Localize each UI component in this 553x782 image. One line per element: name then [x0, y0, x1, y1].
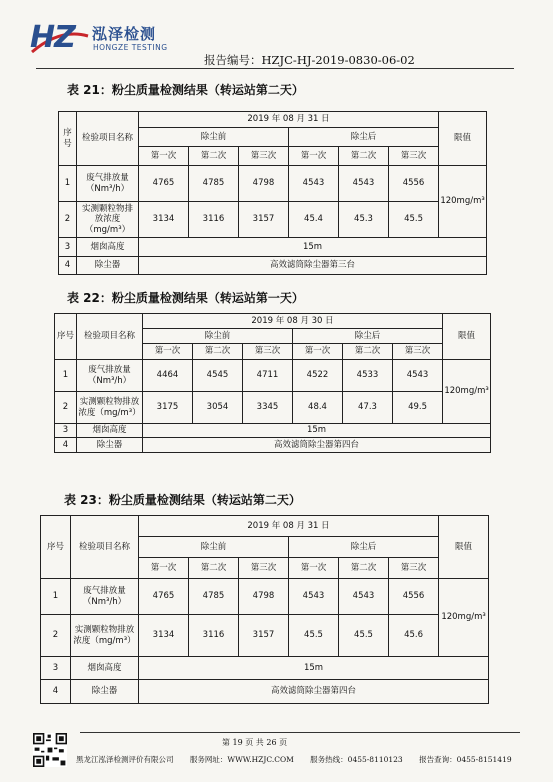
dust-collector: 高效滤筒除尘器第四台	[143, 438, 491, 453]
cell-value: 4765	[139, 579, 189, 615]
time-label: 第二次	[339, 558, 389, 579]
cell-value: 49.5	[393, 392, 443, 424]
dust-table-22	[54, 313, 491, 453]
time-label: 第二次	[343, 344, 393, 360]
header-limit: 限值	[439, 112, 487, 166]
row-no: 4	[55, 438, 77, 453]
cell-value: 4785	[189, 166, 239, 202]
cell-value: 3116	[189, 202, 239, 238]
footer-contact	[76, 754, 526, 765]
cell-value: 45.5	[289, 615, 339, 657]
cell-value: 3134	[139, 615, 189, 657]
time-label: 第一次	[293, 344, 343, 360]
limit-value: 120mg/m³	[443, 360, 491, 424]
header-before: 除尘前	[143, 329, 293, 344]
header-seq: 序号	[59, 112, 77, 166]
hotline: 服务热线：0455-8110123	[310, 755, 403, 764]
row-no: 2	[41, 615, 71, 657]
cell-value: 48.4	[293, 392, 343, 424]
time-label: 第一次	[143, 344, 193, 360]
header-date: 2019 年 08 月 31 日	[139, 112, 439, 128]
footer-divider	[80, 732, 520, 733]
website: 服务网址：WWW.HZJC.COM	[189, 755, 294, 764]
row-no: 1	[55, 360, 77, 392]
time-label: 第一次	[289, 147, 339, 166]
row-item: 废气排放量（Nm³/h）	[77, 360, 143, 392]
row-no: 1	[59, 166, 77, 202]
cell-value: 4543	[339, 166, 389, 202]
cell-value: 4785	[189, 579, 239, 615]
table-caption: 表 22：粉尘质量检测结果（转运站第一天）	[67, 291, 304, 305]
row-item: 除尘器	[77, 438, 143, 453]
cell-value: 4545	[193, 360, 243, 392]
cell-value: 3116	[189, 615, 239, 657]
logo-chinese-name: 泓泽检测	[92, 25, 157, 43]
cell-value: 4798	[239, 166, 289, 202]
row-no: 3	[55, 424, 77, 438]
cell-value: 3157	[239, 615, 289, 657]
cell-value: 4798	[239, 579, 289, 615]
row-item: 实测颗粒物排放浓度（mg/m³）	[77, 202, 139, 238]
row-no: 4	[59, 257, 77, 275]
header-item: 检验项目名称	[71, 516, 139, 579]
row-no: 4	[41, 680, 71, 704]
row-no: 3	[41, 657, 71, 680]
cell-value: 45.5	[389, 202, 439, 238]
dust-collector: 高效滤筒除尘器第三台	[139, 257, 487, 275]
row-no: 2	[59, 202, 77, 238]
page-number: 第 19 页 共 26 页	[222, 738, 288, 747]
logo-english-name: HONGZE TESTING	[93, 43, 168, 52]
header-limit: 限值	[439, 516, 489, 579]
cell-value: 3054	[193, 392, 243, 424]
time-label: 第一次	[139, 558, 189, 579]
row-no: 2	[55, 392, 77, 424]
header-divider	[36, 68, 514, 69]
cell-value: 4522	[293, 360, 343, 392]
header-seq: 序号	[41, 516, 71, 579]
report-number: 报告编号：HZJC-HJ-2019-0830-06-02	[204, 53, 415, 67]
time-label: 第一次	[139, 147, 189, 166]
logo-mark: HZ	[30, 20, 75, 55]
row-no: 3	[59, 238, 77, 257]
chimney-height: 15m	[143, 424, 491, 438]
cell-value: 3134	[139, 202, 189, 238]
header-after: 除尘后	[289, 537, 439, 558]
cell-value: 4543	[289, 166, 339, 202]
header-seq: 序号	[55, 314, 77, 360]
company-logo	[30, 22, 180, 56]
time-label: 第三次	[389, 147, 439, 166]
cell-value: 4543	[339, 579, 389, 615]
time-label: 第三次	[243, 344, 293, 360]
dust-table-23	[40, 515, 489, 704]
header-date: 2019 年 08 月 30 日	[143, 314, 443, 329]
cell-value: 4711	[243, 360, 293, 392]
qr-code-icon	[33, 733, 67, 767]
table-caption: 表 21：粉尘质量检测结果（转运站第二天）	[67, 83, 304, 97]
time-label: 第二次	[189, 558, 239, 579]
time-label: 第二次	[339, 147, 389, 166]
cell-value: 4543	[289, 579, 339, 615]
header-before: 除尘前	[139, 128, 289, 147]
row-item: 实测颗粒物排放浓度（mg/m³）	[77, 392, 143, 424]
cell-value: 45.5	[339, 615, 389, 657]
header-after: 除尘后	[293, 329, 443, 344]
time-label: 第二次	[189, 147, 239, 166]
header-item: 检验项目名称	[77, 112, 139, 166]
row-item: 烟囱高度	[77, 238, 139, 257]
cell-value: 3175	[143, 392, 193, 424]
company-name: 黑龙江泓泽检测评价有限公司	[76, 755, 174, 764]
time-label: 第二次	[193, 344, 243, 360]
cell-value: 4556	[389, 579, 439, 615]
header-after: 除尘后	[289, 128, 439, 147]
cell-value: 4533	[343, 360, 393, 392]
cell-value: 47.3	[343, 392, 393, 424]
cell-value: 4464	[143, 360, 193, 392]
row-item: 烟囱高度	[77, 424, 143, 438]
time-label: 第三次	[393, 344, 443, 360]
header-date: 2019 年 08 月 31 日	[139, 516, 439, 537]
time-label: 第三次	[239, 558, 289, 579]
dust-table-21	[58, 111, 487, 275]
time-label: 第三次	[389, 558, 439, 579]
cell-value: 45.6	[389, 615, 439, 657]
row-item: 废气排放量（Nm³/h）	[77, 166, 139, 202]
time-label: 第一次	[289, 558, 339, 579]
cell-value: 3157	[239, 202, 289, 238]
row-item: 除尘器	[71, 680, 139, 704]
cell-value: 4543	[393, 360, 443, 392]
limit-value: 120mg/m³	[439, 579, 489, 657]
cell-value: 3345	[243, 392, 293, 424]
row-no: 1	[41, 579, 71, 615]
limit-value: 120mg/m³	[439, 166, 487, 238]
report-query: 报告查询：0455-8151419	[419, 755, 512, 764]
row-item: 除尘器	[77, 257, 139, 275]
cell-value: 4765	[139, 166, 189, 202]
chimney-height: 15m	[139, 238, 487, 257]
cell-value: 4556	[389, 166, 439, 202]
header-before: 除尘前	[139, 537, 289, 558]
table-caption: 表 23：粉尘质量检测结果（转运站第二天）	[64, 493, 301, 507]
chimney-height: 15m	[139, 657, 489, 680]
dust-collector: 高效滤筒除尘器第四台	[139, 680, 489, 704]
cell-value: 45.3	[339, 202, 389, 238]
header-item: 检验项目名称	[77, 314, 143, 360]
row-item: 废气排放量（Nm³/h）	[71, 579, 139, 615]
cell-value: 45.4	[289, 202, 339, 238]
time-label: 第三次	[239, 147, 289, 166]
header-limit: 限值	[443, 314, 491, 360]
row-item: 实测颗粒物排放浓度（mg/m³）	[71, 615, 139, 657]
row-item: 烟囱高度	[71, 657, 139, 680]
